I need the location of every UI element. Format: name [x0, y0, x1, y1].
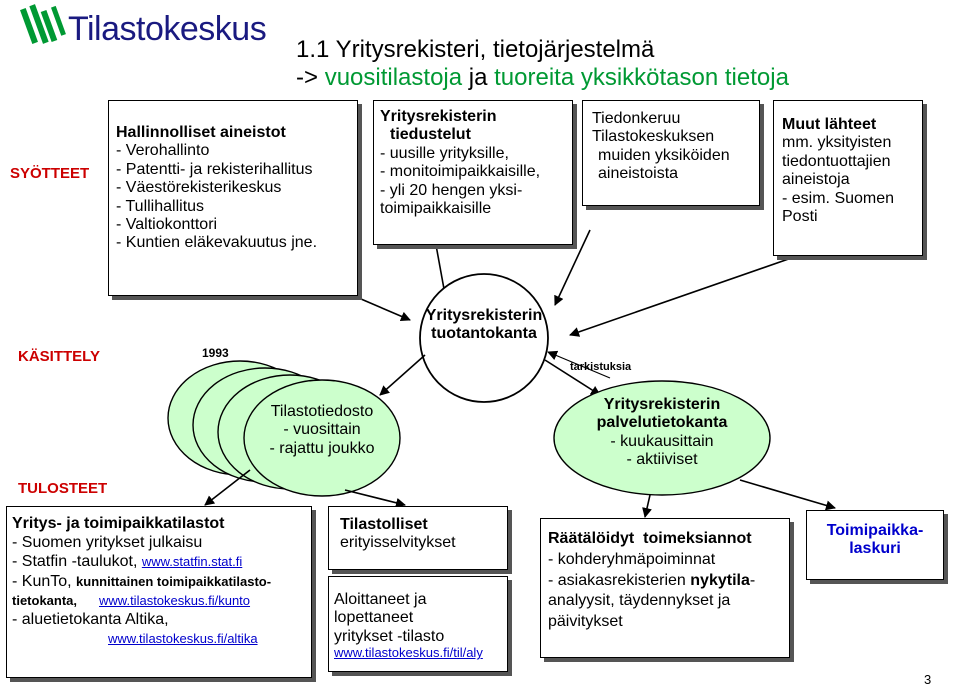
arrow-input4-center	[570, 255, 800, 335]
stat-file-text	[246, 403, 398, 458]
output1-line: - Statfin -taulukot, www.statfin.stat.fi	[12, 553, 243, 571]
input-box-administrative-text	[116, 124, 317, 253]
input2-item: - yli 20 hengen yksi-	[380, 181, 523, 199]
input1-item: - Valtiokonttori	[116, 215, 218, 233]
input4-line: mm. yksityisten	[782, 134, 892, 152]
output3-line: - kohderyhmäpoiminnat	[548, 550, 716, 568]
arrow-statfile-out1	[205, 470, 250, 505]
input4-line: aineistoja	[782, 171, 850, 189]
label-syotteet: SYÖTTEET	[10, 165, 90, 182]
output2-heading1: Tilastolliset	[340, 516, 428, 533]
stat-file-line: - vuosittain	[283, 421, 361, 439]
arrow-center-statfile	[380, 355, 425, 395]
input1-item: - Verohallinto	[116, 142, 210, 160]
output2-heading2: erityisselvitykset	[340, 534, 456, 552]
output1-line: - aluetietokanta Altika,	[12, 610, 169, 628]
input3-line: aineistoista	[598, 165, 679, 183]
input3-line: muiden yksiköiden	[598, 146, 730, 164]
service-db-line: Yritysrekisterin	[603, 396, 721, 413]
output4-line2: laskuri	[849, 540, 901, 558]
input2-item: - monitoimipaikkaisille,	[380, 163, 541, 181]
logo-mark-icon	[20, 4, 66, 44]
service-db-line: - aktiiviset	[626, 451, 698, 469]
output1-line: - KunTo, kunnittainen toimipaikkatilasto-	[12, 572, 272, 590]
input4-line: - esim. Suomen	[782, 189, 895, 207]
input-box-other-sources-text	[782, 116, 894, 226]
page-title-line2: -> vuositilastoja ja tuoreita yksikkötason tietoja	[296, 64, 789, 91]
service-db-text	[572, 396, 752, 470]
output1-line: - Suomen yritykset julkaisu	[12, 534, 203, 552]
center-line2: tuotantokanta	[431, 325, 537, 343]
input1-heading: Hallinnolliset aineistot	[116, 124, 286, 141]
input4-line: tiedontuottajien	[782, 152, 891, 170]
input3-line: Tiedonkeruu	[592, 110, 681, 127]
output1-heading: Yritys- ja toimipaikkatilastot	[12, 515, 225, 532]
input-box-collection-text	[592, 110, 730, 184]
input1-item: - Tullihallitus	[116, 197, 205, 215]
stat-file-line: Tilastotiedosto	[270, 403, 374, 420]
input2-item: toimipaikkaisille	[380, 199, 492, 217]
output-box-counter-text	[806, 522, 944, 559]
page-number: 3	[924, 672, 932, 687]
input2-heading2: tiedustelut	[390, 126, 471, 144]
output2-line: lopettaneet	[334, 609, 414, 627]
input3-line: Tilastokeskuksen	[592, 128, 715, 146]
output2-line: yritykset -tilasto	[334, 627, 445, 645]
input4-heading: Muut lähteet	[782, 116, 877, 133]
arrow-servicedb-out4	[740, 480, 835, 508]
output3-line: analyysit, täydennykset ja	[548, 592, 731, 610]
input4-line: Posti	[782, 207, 818, 225]
output-box-special-sub-text	[334, 591, 483, 661]
arrow-statfile-out2	[345, 490, 405, 505]
output4-line1: Toimipaikka-	[826, 522, 924, 539]
input-box-inquiries-text	[380, 108, 540, 218]
center-circle-text	[420, 307, 548, 344]
arrow-servicedb-out3	[645, 495, 650, 517]
output-box-special-heading	[340, 516, 456, 553]
kunto-link[interactable]: www.tilastokeskus.fi/kunto	[99, 592, 251, 608]
service-db-line: palvelutietokanta	[596, 414, 728, 432]
logo-text: Tilastokeskus	[68, 10, 267, 48]
center-line1: Yritysrekisterin	[425, 307, 543, 324]
output3-heading: Räätälöidyt toimeksiannot	[548, 530, 752, 547]
year-label: 1993	[202, 346, 229, 360]
stat-file-line: - rajattu joukko	[269, 439, 375, 457]
output1-line	[12, 629, 271, 648]
output3-line: päivitykset	[548, 613, 623, 631]
output1-line: tietokanta, www.tilastokeskus.fi/kunto	[12, 592, 251, 608]
output3-line: - asiakasrekisterien nykytila-	[548, 571, 756, 589]
input1-item: - Patentti- ja rekisterihallitus	[116, 160, 313, 178]
service-db-line: - kuukausittain	[610, 432, 714, 450]
check-label: tarkistuksia	[570, 361, 632, 373]
input1-item: - Kuntien eläkevakuutus jne.	[116, 234, 318, 252]
page-title-line1: 1.1 Yritysrekisteri, tietojärjestelmä	[296, 36, 655, 63]
input2-heading1: Yritysrekisterin	[380, 108, 497, 125]
output2-link[interactable]: www.tilastokeskus.fi/til/aly	[334, 645, 483, 661]
output2-line: Aloittaneet ja	[334, 591, 427, 608]
label-tulosteet: TULOSTEET	[18, 480, 108, 497]
input2-item: - uusille yrityksille,	[380, 144, 509, 162]
altika-link[interactable]: www.tilastokeskus.fi/altika	[108, 631, 258, 647]
label-kasittely: KÄSITTELY	[18, 348, 100, 365]
output-box-statistics-text	[12, 514, 271, 648]
output-box-custom-text	[548, 529, 755, 633]
input1-item: - Väestörekisterikeskus	[116, 179, 282, 197]
statfin-link[interactable]: www.statfin.stat.fi	[141, 554, 243, 570]
